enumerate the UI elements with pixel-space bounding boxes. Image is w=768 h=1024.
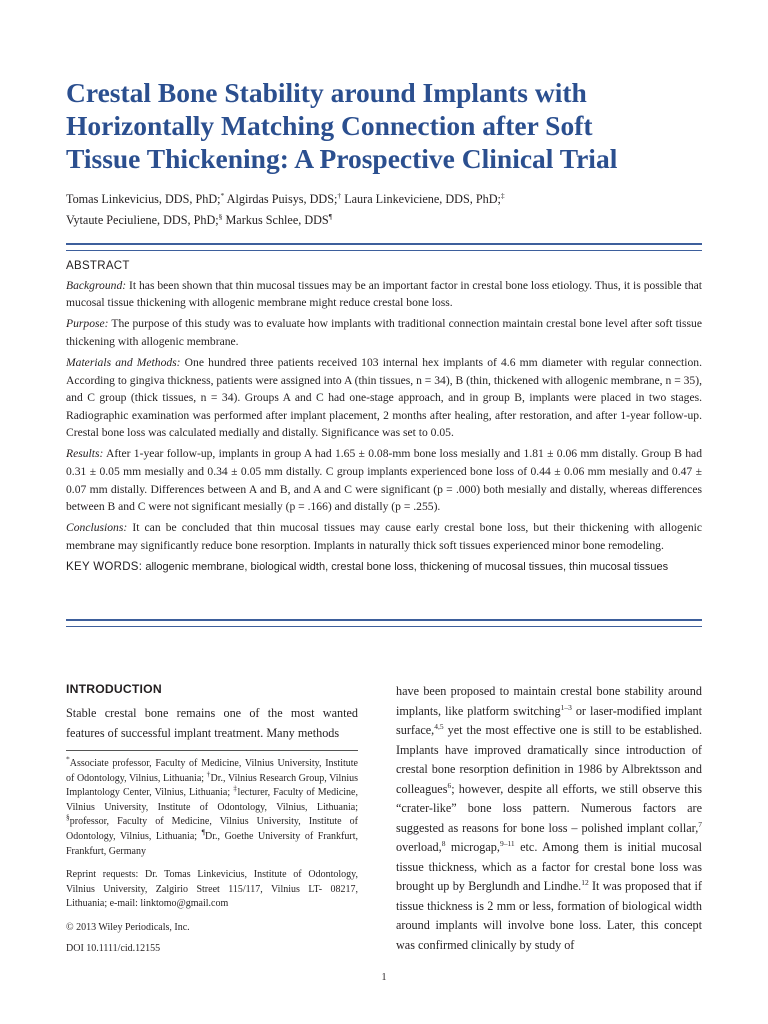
author-name: Algirdas Puisys, DDS; <box>224 192 338 206</box>
citation: 4,5 <box>434 721 444 731</box>
affiliation-text: professor, Faculty of Medicine, Vilnius University, Institute of Odontology, Vilnius, Lithuania; <box>66 816 358 842</box>
affiliation-mark: ¶ <box>328 211 333 221</box>
citation: 8 <box>441 838 446 848</box>
author-list <box>66 189 706 231</box>
abstract-text: After 1-year follow-up, implants in group A had 1.65 ± 0.08-mm bone loss mesially and 1.81 ± 0.06 mm distally. Group B had 0.31 ± 0.05 mm mesially and 0.34 ± 0.05 mm distally. C group implants experienced bone loss of 0.44 ± 0.06 mm mesially and 0.47 ± 0.07 mm distally. Differences between A and B, and A and C were significant (p = .000) both mesially and distally, whereas differences between B and C were not significant mesially (p = .166) and distally (p = .255). <box>66 447 702 514</box>
intro-text: microgap, <box>445 840 500 854</box>
abstract-text: One hundred three patients received 103 internal hex implants of 4.6 mm diameter with regular connection. According to gingiva thickness, patients were assigned into A (thin tissues, n = 34), B (thin, thickened with allogenic membrane, n = 35), and C group (thick tissues, n = 34). Groups A and C had one-stage approach, and in group B, implants were placed in two stages. Radiographic examination was performed after implant placement, 2 months after healing, after restoration, and after 1-year follow-up. Crestal bone loss was calculated medially and distally. Significance was set to 0.05. <box>66 355 702 440</box>
abstract-methods <box>66 354 702 442</box>
affiliation-mark: † <box>337 190 342 200</box>
abstract-conclusions <box>66 519 702 554</box>
title-line: Tissue Thickening: A Prospective Clinical Trial <box>66 143 618 174</box>
right-column <box>396 682 702 955</box>
section-heading: INTRODUCTION <box>66 682 162 696</box>
reprint-requests: Reprint requests: Dr. Tomas Linkevicius, Institute of Odontology, Vilnius University, Zalgirio Street 115/117, Vilnius LT- 08217, Lithuania; e-mail: linktomo@gmail.com <box>66 869 358 910</box>
intro-text: overload, <box>396 840 442 854</box>
article-title <box>66 76 706 175</box>
abstract-divider <box>66 619 702 627</box>
affiliation-mark: * <box>220 190 225 200</box>
title-line: Crestal Bone Stability around Implants with <box>66 77 587 108</box>
footnote-divider <box>66 750 358 751</box>
author-line <box>66 189 706 210</box>
citation: 9–11 <box>499 838 515 848</box>
affiliation-mark: † <box>206 769 211 779</box>
keywords-text: allogenic membrane, biological width, crestal bone loss, thickening of mucosal tissues, thin mucosal tissues <box>142 561 669 573</box>
affiliation-text: Associate professor, Faculty of Medicine, Vilnius University, Institute of Odontology, Vilnius, Lithuania; <box>66 758 358 784</box>
affiliation-mark: ‡ <box>233 783 238 793</box>
page-number: 1 <box>381 972 387 983</box>
affiliation-text: Dr., Vilnius Research Group, Vilnius Implantology Center, Vilnius, Lithuania; <box>66 772 358 799</box>
abstract-label: Conclusions: <box>66 521 128 535</box>
author-name: Laura Linkeviciene, DDS, PhD; <box>341 192 501 206</box>
intro-text: etc. Among them is initial mucosal tissue thickness, which as a factor for crestal bone loss was brought up by Berglundh and Lindhe. <box>396 840 702 893</box>
citation: 1–3 <box>560 702 572 712</box>
intro-text: or laser-modified implant surface, <box>396 703 702 737</box>
footnotes <box>66 754 358 965</box>
citation: 6 <box>447 780 452 790</box>
abstract-heading: ABSTRACT <box>66 260 130 272</box>
citation: 12 <box>581 877 589 887</box>
abstract-label: Materials and Methods: <box>66 355 181 369</box>
keywords <box>66 558 702 577</box>
author-line <box>66 210 706 231</box>
citation: 7 <box>698 819 702 829</box>
author-name: Vytaute Peciuliene, DDS, PhD; <box>66 213 219 227</box>
affiliation-mark: * <box>66 754 70 764</box>
abstract-label: Results: <box>66 447 104 461</box>
abstract-text: It has been shown that thin mucosal tissues may be an important factor in crestal bone loss etiology. Thus, it is possible that mucosal tissue thickening with allogenic membrane might reduce crestal bone loss. <box>66 278 702 310</box>
header-divider <box>66 243 702 251</box>
author-name: Tomas Linkevicius, DDS, PhD; <box>66 192 221 206</box>
copyright: © 2013 Wiley Periodicals, Inc. <box>66 921 190 933</box>
intro-text: yet the most effective one is still to be established. Implants have improved dramatically since introduction of crestal bone resorption definition in 1986 by Albrektsson and colleagues <box>396 723 702 796</box>
affiliation-text: lecturer, Faculty of Medicine, Vilnius University, Institute of Odontology, Vilnius, Lithuania; <box>66 787 358 813</box>
abstract-label: Background: <box>66 278 127 292</box>
intro-text: It was proposed that if tissue thickness is 2 mm or less, formation of biological width around implants will involve bone loss. Later, this concept was confirmed clinically by study of <box>396 879 702 952</box>
affiliation-mark: § <box>66 813 70 823</box>
affiliation-mark: ¶ <box>201 827 206 837</box>
abstract-label: Purpose: <box>66 317 109 331</box>
abstract-purpose <box>66 315 702 350</box>
affiliation-mark: § <box>218 211 223 221</box>
doi: DOI 10.1111/cid.12155 <box>66 942 161 954</box>
author-name: Markus Schlee, DDS <box>222 213 329 227</box>
intro-paragraph: Stable crestal bone remains one of the most wanted features of successful implant treatment. Many methods <box>66 706 358 740</box>
title-line: Horizontally Matching Connection after Soft <box>66 110 593 141</box>
keywords-label: KEY WORDS: <box>66 561 143 573</box>
affiliation-text: Dr., Goethe University of Frankfurt, Frankfurt, Germany <box>66 830 358 857</box>
affiliations <box>66 754 358 859</box>
abstract-text: The purpose of this study was to evaluate how implants with traditional connection maintain crestal bone level after soft tissue thickening with allogenic membrane. <box>66 317 702 348</box>
abstract-results <box>66 445 702 515</box>
intro-text: have been proposed to maintain crestal bone stability around implants, like platform switching <box>396 684 702 718</box>
intro-text: ; however, despite all efforts, we still observe this “crater-like” bone loss pattern. Numerous factors are suggested as reasons for bone loss – polished implant collar, <box>396 781 702 835</box>
abstract-text: It can be concluded that thin mucosal tissues may cause early crestal bone loss, but their thickening with allogenic membrane may significantly reduce bone resorption. Implants in naturally thick soft tissues experienced minor bone remodeling. <box>66 521 702 552</box>
abstract-background <box>66 277 702 312</box>
left-column <box>66 682 358 743</box>
abstract <box>66 258 702 580</box>
affiliation-mark: ‡ <box>500 190 505 200</box>
